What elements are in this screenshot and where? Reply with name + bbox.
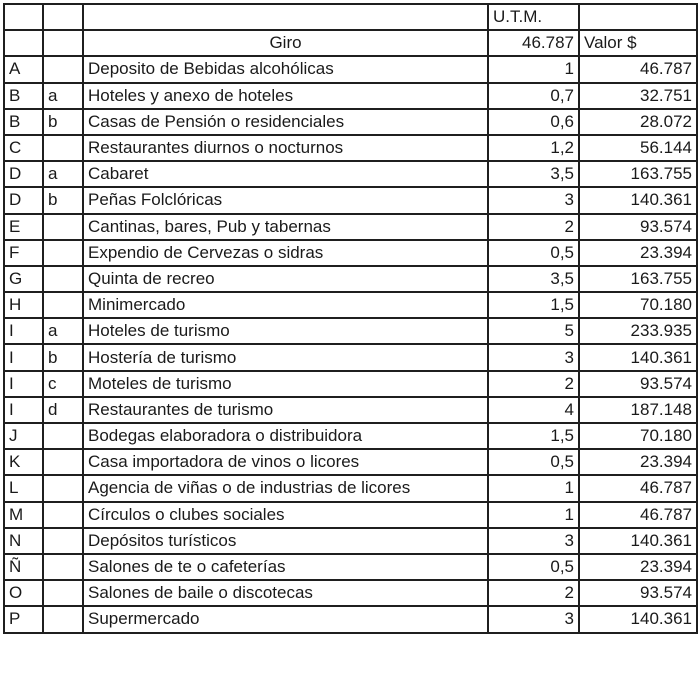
tariff-table	[3, 3, 698, 634]
table-row	[4, 502, 697, 528]
row-giro-cell: Depósitos turísticos	[83, 528, 488, 554]
header-utm-label: U.T.M.	[488, 4, 579, 30]
row-sub-cell: a	[43, 83, 83, 109]
table-row	[4, 344, 697, 370]
table-row	[4, 371, 697, 397]
header-letter-cell	[4, 4, 43, 30]
header-sub-cell	[43, 4, 83, 30]
row-giro-cell: Casa importadora de vinos o licores	[83, 449, 488, 475]
row-utm-cell: 4	[488, 397, 579, 423]
row-sub-cell	[43, 554, 83, 580]
row-letter-cell: G	[4, 266, 43, 292]
table-row	[4, 423, 697, 449]
table-row	[4, 240, 697, 266]
row-utm-cell: 3,5	[488, 266, 579, 292]
row-letter-cell: E	[4, 214, 43, 240]
table-row	[4, 109, 697, 135]
table-row	[4, 554, 697, 580]
row-giro-cell: Hostería de turismo	[83, 344, 488, 370]
row-giro-cell: Minimercado	[83, 292, 488, 318]
header-row-2	[4, 30, 697, 56]
row-valor-cell: 163.755	[579, 266, 697, 292]
row-sub-cell: a	[43, 161, 83, 187]
row-valor-cell: 23.394	[579, 240, 697, 266]
row-valor-cell: 70.180	[579, 292, 697, 318]
row-letter-cell: L	[4, 475, 43, 501]
row-letter-cell: O	[4, 580, 43, 606]
row-giro-cell: Restaurantes de turismo	[83, 397, 488, 423]
row-utm-cell: 0,7	[488, 83, 579, 109]
row-valor-cell: 93.574	[579, 580, 697, 606]
row-valor-cell: 46.787	[579, 502, 697, 528]
row-utm-cell: 1	[488, 475, 579, 501]
row-giro-cell: Restaurantes diurnos o nocturnos	[83, 135, 488, 161]
row-utm-cell: 0,5	[488, 240, 579, 266]
row-letter-cell: I	[4, 397, 43, 423]
row-letter-cell: B	[4, 83, 43, 109]
row-valor-cell: 187.148	[579, 397, 697, 423]
row-valor-cell: 93.574	[579, 371, 697, 397]
row-letter-cell: I	[4, 371, 43, 397]
row-giro-cell: Quinta de recreo	[83, 266, 488, 292]
header-giro-cell	[83, 4, 488, 30]
row-letter-cell: I	[4, 318, 43, 344]
row-valor-cell: 28.072	[579, 109, 697, 135]
row-utm-cell: 1,2	[488, 135, 579, 161]
row-sub-cell	[43, 502, 83, 528]
row-sub-cell: b	[43, 109, 83, 135]
header-letter-cell	[4, 30, 43, 56]
table-row	[4, 214, 697, 240]
row-utm-cell: 1,5	[488, 423, 579, 449]
row-utm-cell: 0,5	[488, 554, 579, 580]
row-sub-cell: d	[43, 397, 83, 423]
row-valor-cell: 46.787	[579, 56, 697, 82]
row-sub-cell: a	[43, 318, 83, 344]
table-row	[4, 528, 697, 554]
table-row	[4, 187, 697, 213]
row-sub-cell	[43, 214, 83, 240]
row-letter-cell: J	[4, 423, 43, 449]
row-letter-cell: I	[4, 344, 43, 370]
row-sub-cell	[43, 606, 83, 632]
row-letter-cell: A	[4, 56, 43, 82]
row-utm-cell: 1	[488, 502, 579, 528]
row-giro-cell: Salones de baile o discotecas	[83, 580, 488, 606]
row-letter-cell: P	[4, 606, 43, 632]
table-row	[4, 580, 697, 606]
row-valor-cell: 56.144	[579, 135, 697, 161]
row-letter-cell: D	[4, 161, 43, 187]
row-sub-cell: b	[43, 344, 83, 370]
table-row	[4, 475, 697, 501]
row-letter-cell: Ñ	[4, 554, 43, 580]
row-utm-cell: 0,6	[488, 109, 579, 135]
row-valor-cell: 140.361	[579, 528, 697, 554]
table-row	[4, 135, 697, 161]
row-giro-cell: Bodegas elaboradora o distribuidora	[83, 423, 488, 449]
row-valor-cell: 23.394	[579, 554, 697, 580]
table-row	[4, 292, 697, 318]
row-utm-cell: 0,5	[488, 449, 579, 475]
row-letter-cell: C	[4, 135, 43, 161]
row-utm-cell: 2	[488, 214, 579, 240]
row-sub-cell	[43, 292, 83, 318]
row-valor-cell: 233.935	[579, 318, 697, 344]
row-sub-cell	[43, 449, 83, 475]
header-valor-cell	[579, 4, 697, 30]
row-sub-cell	[43, 475, 83, 501]
row-giro-cell: Supermercado	[83, 606, 488, 632]
row-valor-cell: 70.180	[579, 423, 697, 449]
row-valor-cell: 163.755	[579, 161, 697, 187]
row-letter-cell: B	[4, 109, 43, 135]
row-giro-cell: Hoteles y anexo de hoteles	[83, 83, 488, 109]
row-giro-cell: Moteles de turismo	[83, 371, 488, 397]
row-letter-cell: D	[4, 187, 43, 213]
row-valor-cell: 140.361	[579, 187, 697, 213]
row-utm-cell: 2	[488, 580, 579, 606]
row-letter-cell: N	[4, 528, 43, 554]
row-giro-cell: Casas de Pensión o residenciales	[83, 109, 488, 135]
header-utm-value: 46.787	[488, 30, 579, 56]
header-giro-label: Giro	[83, 30, 488, 56]
row-giro-cell: Cantinas, bares, Pub y tabernas	[83, 214, 488, 240]
row-letter-cell: F	[4, 240, 43, 266]
row-sub-cell	[43, 135, 83, 161]
row-valor-cell: 140.361	[579, 606, 697, 632]
row-letter-cell: H	[4, 292, 43, 318]
row-utm-cell: 3	[488, 606, 579, 632]
row-sub-cell: c	[43, 371, 83, 397]
row-utm-cell: 1,5	[488, 292, 579, 318]
table-row	[4, 606, 697, 632]
row-utm-cell: 1	[488, 56, 579, 82]
table-row	[4, 83, 697, 109]
table-row	[4, 161, 697, 187]
row-utm-cell: 2	[488, 371, 579, 397]
row-valor-cell: 93.574	[579, 214, 697, 240]
row-valor-cell: 140.361	[579, 344, 697, 370]
row-sub-cell	[43, 240, 83, 266]
row-sub-cell: b	[43, 187, 83, 213]
row-valor-cell: 32.751	[579, 83, 697, 109]
row-letter-cell: M	[4, 502, 43, 528]
table-row	[4, 449, 697, 475]
table-row	[4, 318, 697, 344]
row-sub-cell	[43, 266, 83, 292]
row-giro-cell: Peñas Folclóricas	[83, 187, 488, 213]
row-utm-cell: 5	[488, 318, 579, 344]
header-valor-label: Valor $	[579, 30, 697, 56]
table-row	[4, 56, 697, 82]
row-sub-cell	[43, 56, 83, 82]
row-sub-cell	[43, 423, 83, 449]
row-sub-cell	[43, 580, 83, 606]
row-giro-cell: Agencia de viñas o de industrias de licores	[83, 475, 488, 501]
row-giro-cell: Hoteles de turismo	[83, 318, 488, 344]
row-utm-cell: 3	[488, 187, 579, 213]
row-valor-cell: 23.394	[579, 449, 697, 475]
row-letter-cell: K	[4, 449, 43, 475]
header-sub-cell	[43, 30, 83, 56]
row-giro-cell: Expendio de Cervezas o sidras	[83, 240, 488, 266]
row-giro-cell: Deposito de Bebidas alcohólicas	[83, 56, 488, 82]
row-giro-cell: Círculos o clubes sociales	[83, 502, 488, 528]
row-valor-cell: 46.787	[579, 475, 697, 501]
table-row	[4, 397, 697, 423]
row-utm-cell: 3	[488, 528, 579, 554]
row-giro-cell: Salones de te o cafeterías	[83, 554, 488, 580]
row-utm-cell: 3	[488, 344, 579, 370]
header-row-1	[4, 4, 697, 30]
row-giro-cell: Cabaret	[83, 161, 488, 187]
table-row	[4, 266, 697, 292]
row-sub-cell	[43, 528, 83, 554]
row-utm-cell: 3,5	[488, 161, 579, 187]
